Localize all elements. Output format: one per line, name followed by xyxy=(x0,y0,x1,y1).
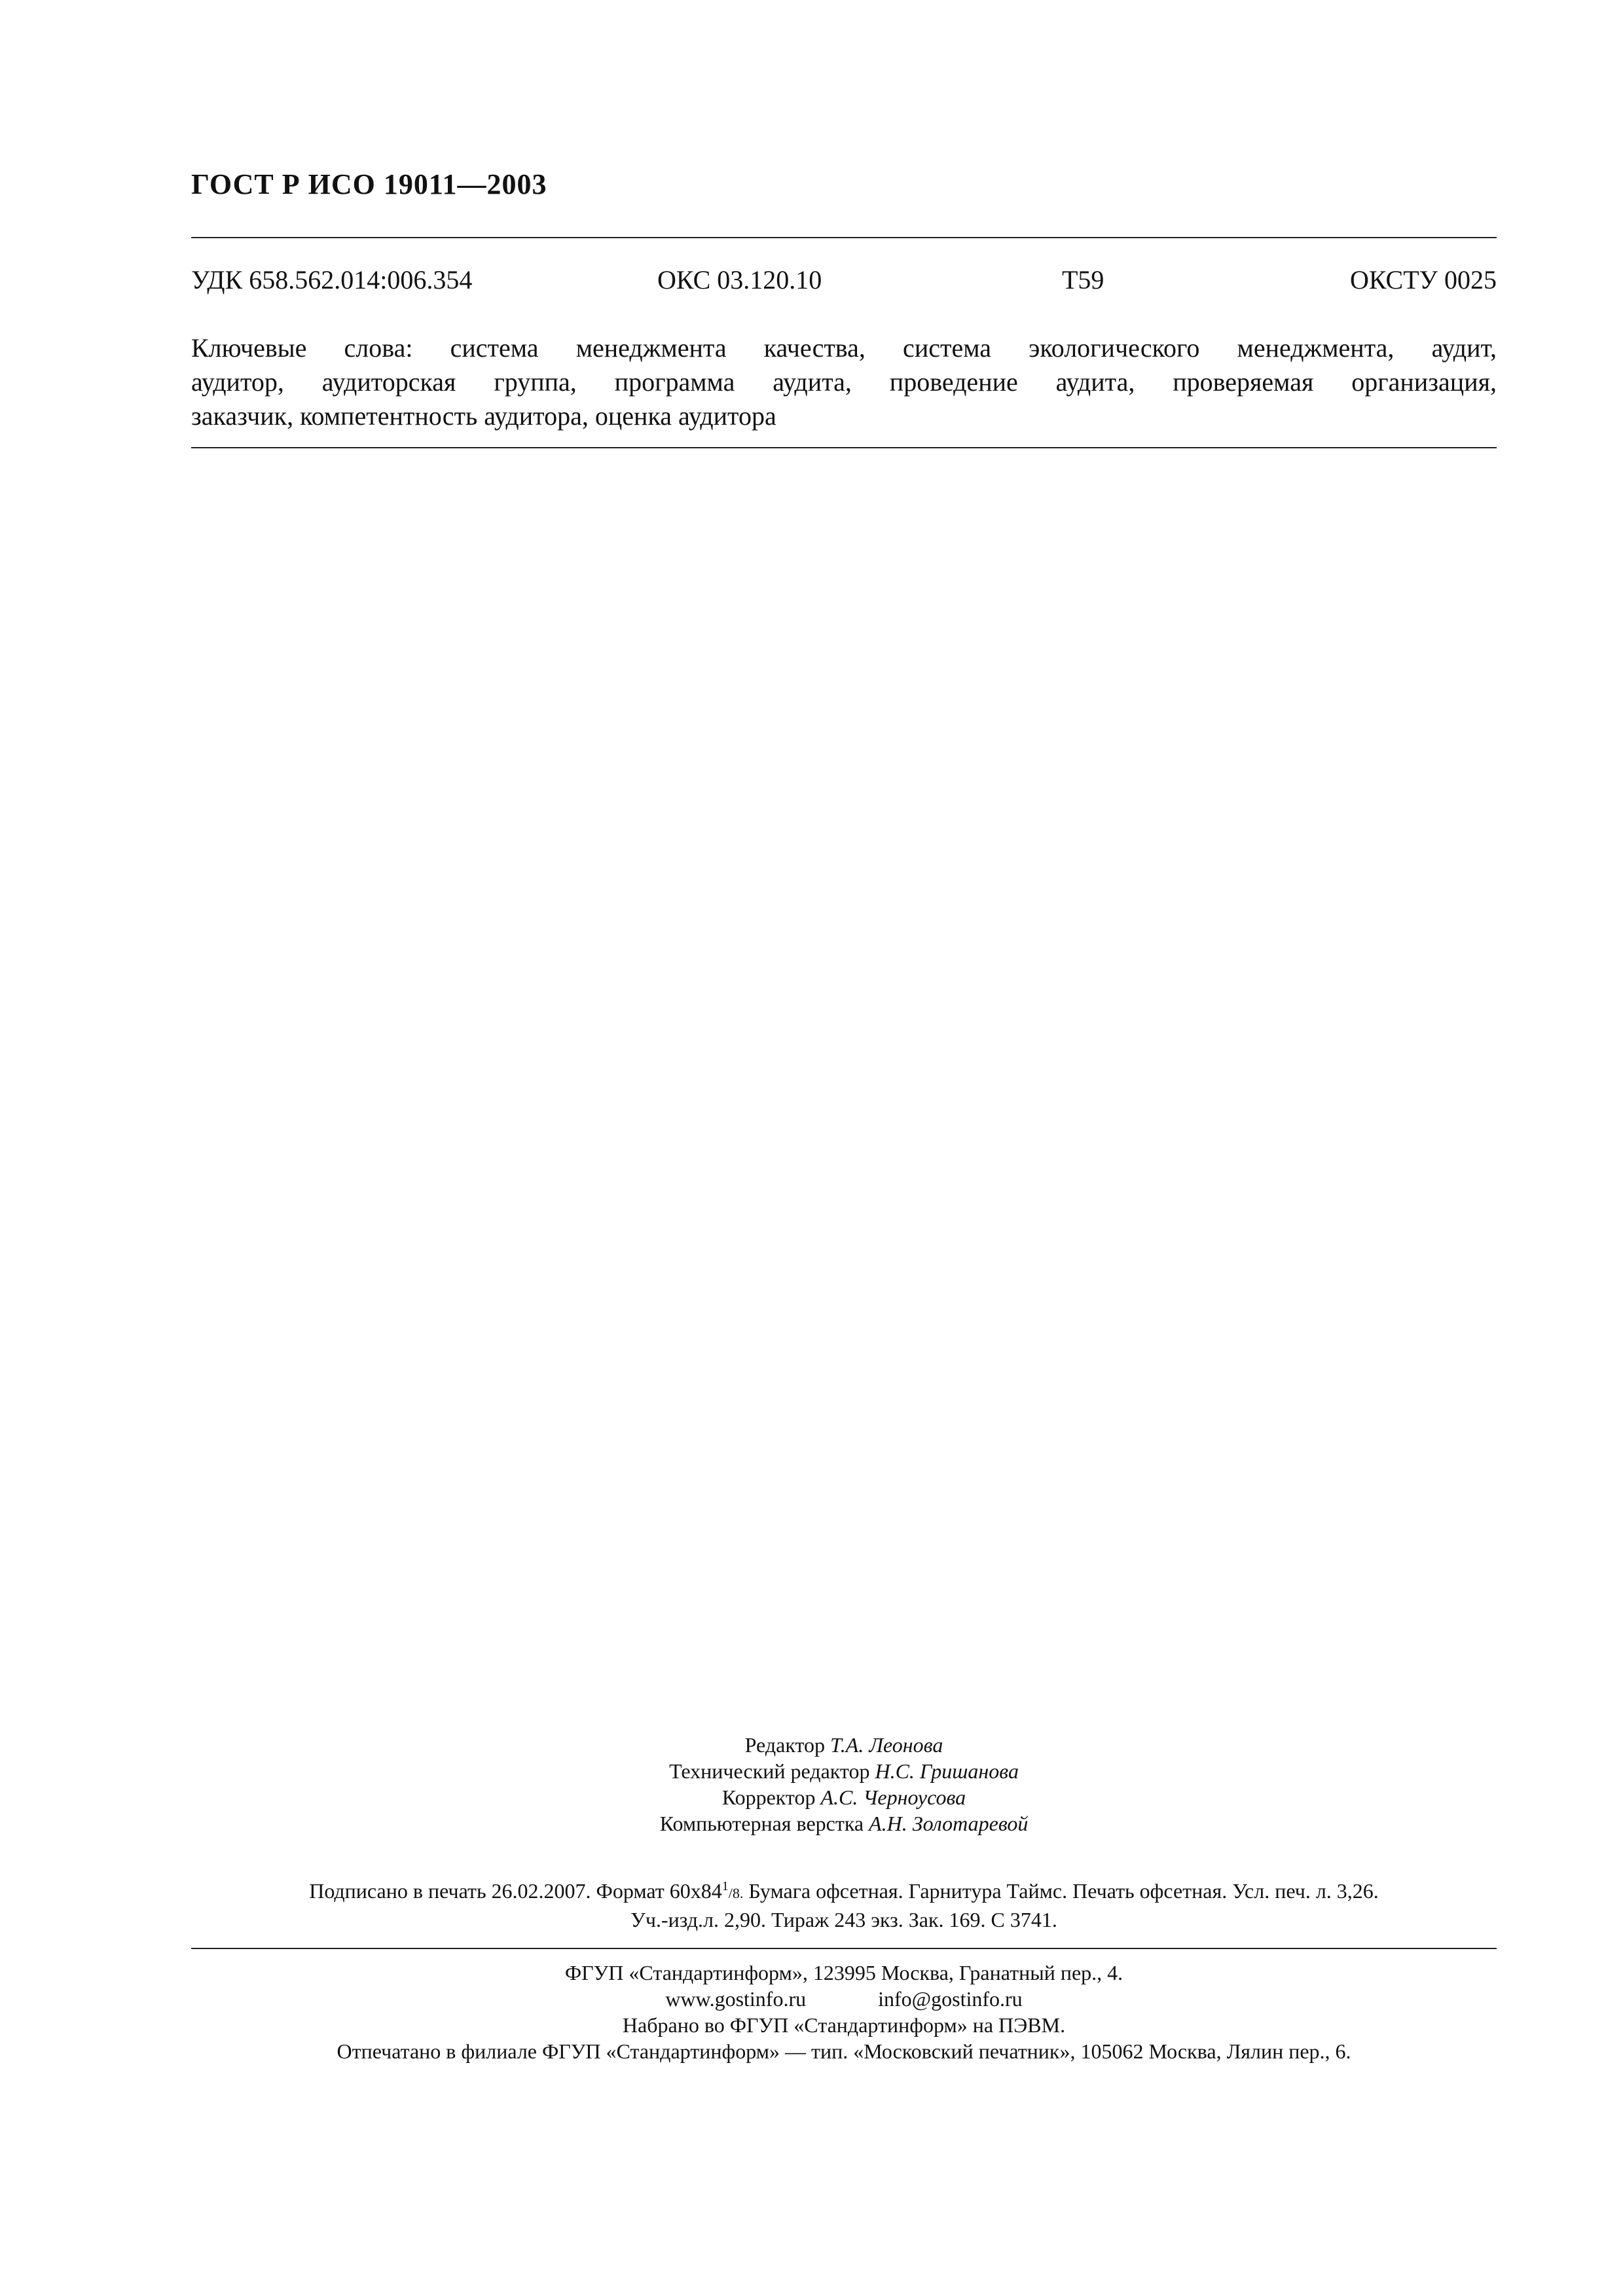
t-code: Т59 xyxy=(1062,265,1104,295)
udk-code: УДК 658.562.014:006.354 xyxy=(191,265,473,295)
imprint-divider xyxy=(191,1948,1497,1949)
publisher-block xyxy=(191,1960,1497,2064)
printed-info: Отпечатано в филиале ФГУП «Стандартинформ» — тип. «Московский печатник», 105062 Москва, Лялин пер., 6. xyxy=(337,2039,1351,2063)
publisher-email-link[interactable]: info@gostinfo.ru xyxy=(878,1987,1023,2011)
print-info-line-1: Подписано в печать 26.02.2007. Формат $60х84^1/8$. Бумага офсетная. Гарнитура Таймс. Печать офсетная. Усл. печ. л. 3,26. xyxy=(309,1879,1379,1903)
keywords-paragraph xyxy=(191,331,1497,433)
credit-tech-editor: Технический редактор Н.С. Гришанова xyxy=(669,1759,1019,1783)
keywords-divider xyxy=(191,447,1497,448)
credits-block xyxy=(191,1732,1497,1837)
keywords-line-2: аудитор, аудиторская группа, программа аудита, проведение аудита, проверяемая организация, xyxy=(191,367,1497,397)
okstu-code: ОКСТУ 0025 xyxy=(1349,265,1497,295)
keywords-line-3: заказчик, компетентность аудитора, оценка аудитора xyxy=(191,401,776,431)
document-title: ГОСТ Р ИСО 19011—2003 xyxy=(191,168,547,200)
credit-layout: Компьютерная верстка А.Н. Золотаревой xyxy=(659,1812,1029,1835)
credit-proofreader: Корректор А.С. Черноусова xyxy=(721,1785,966,1809)
publisher-website-link[interactable]: www.gostinfo.ru xyxy=(665,1987,807,2011)
typeset-info: Набрано во ФГУП «Стандартинформ» на ПЭВМ. xyxy=(622,2013,1066,2037)
oks-code: ОКС 03.120.10 xyxy=(657,265,822,295)
print-info-line-2: Уч.-изд.л. 2,90. Тираж 243 экз. Зак. 169. С 3741. xyxy=(630,1908,1057,1931)
classification-row xyxy=(191,264,1497,301)
publisher-contacts xyxy=(191,1986,1497,2012)
keywords-line-1: Ключевые слова: система менеджмента качества, система экологического менеджмента, аудит, xyxy=(191,333,1497,363)
credit-editor: Редактор Т.А. Леонова xyxy=(744,1733,943,1757)
top-divider xyxy=(191,237,1497,238)
print-info-block xyxy=(191,1878,1497,1933)
publisher-address: ФГУП «Стандартинформ», 123995 Москва, Гранатный пер., 4. xyxy=(564,1961,1123,1984)
